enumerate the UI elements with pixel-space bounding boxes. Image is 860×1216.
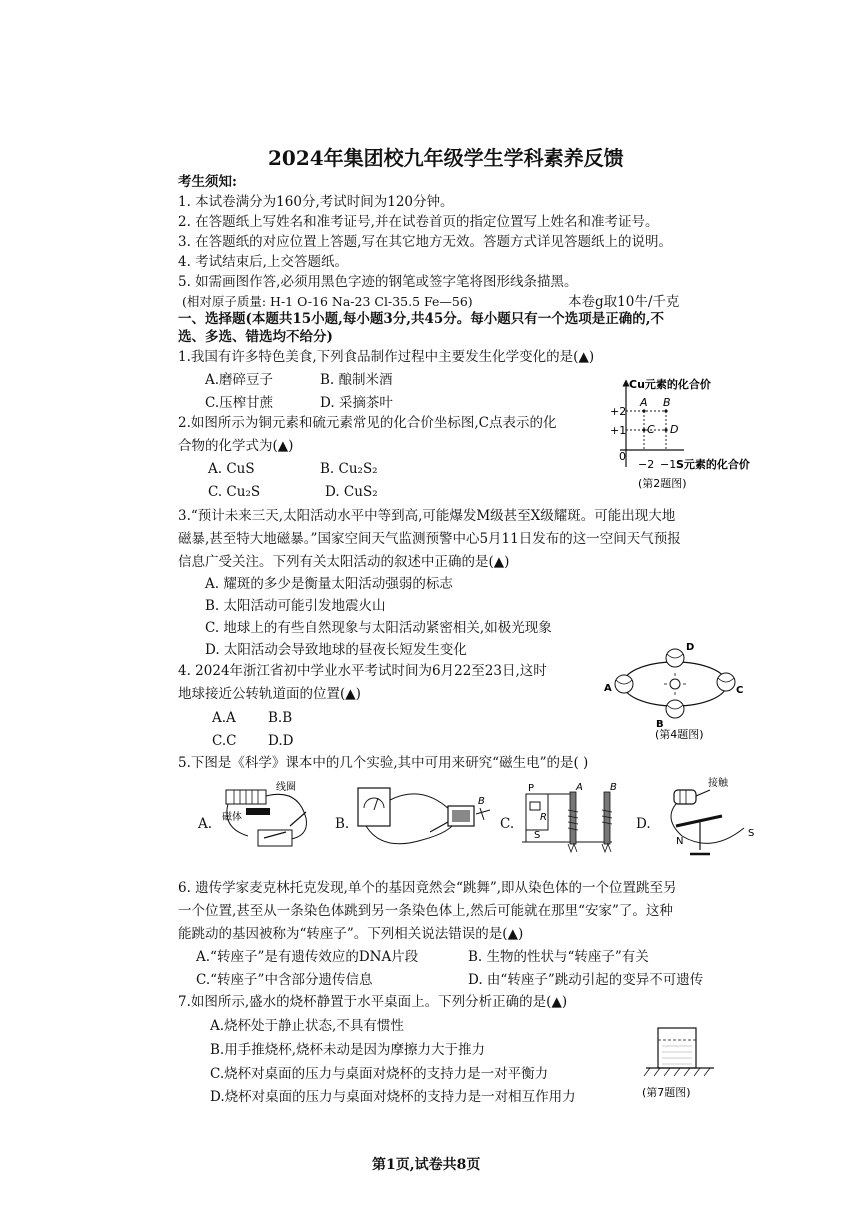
q7-stem: 7.如图所示,盛水的烧杯静置于水平桌面上。下列分析正确的是(▲) xyxy=(178,994,568,1010)
q4-stem-line2: 地球接近公转轨道面的位置(▲) xyxy=(178,686,361,702)
q5-c-label-b: B xyxy=(610,782,617,793)
q7-option-b: B.用手推烧杯,烧杯未动是因为摩擦力大于推力 xyxy=(210,1042,486,1058)
q2-x-tick-minus2: −2 xyxy=(638,458,655,471)
switch-icon xyxy=(258,830,292,846)
q4-label-d: D xyxy=(686,642,695,653)
q5-figure-c xyxy=(516,780,634,858)
q3-option-d: D. 太阳活动会导致地球的昼夜长短发生变化 xyxy=(205,642,467,658)
q5-figure-d xyxy=(652,776,762,868)
g-value: 本卷g取10牛/千克 xyxy=(568,294,680,310)
q2-label-b: B xyxy=(663,396,671,409)
q4-label-a: A xyxy=(604,683,612,694)
electromagnet-b-icon xyxy=(604,792,610,844)
q3-option-a: A. 耀斑的多少是衡量太阳活动强弱的标志 xyxy=(205,576,453,592)
notice-item-1: 1. 本试卷满分为160分,考试时间为120分钟。 xyxy=(178,194,454,210)
q5-a-coil-label: 线圈 xyxy=(276,782,296,793)
sun-icon xyxy=(670,679,680,689)
q2-y-axis-label: Cu元素的化合价 xyxy=(629,378,711,391)
q6-option-b: B. 生物的性状与“转座子”有关 xyxy=(468,949,649,965)
q3-stem-line2: 磁暴,甚至特大地磁暴。”国家空间天气监测预警中心5月11日发布的这一空间天气预报 xyxy=(178,531,681,547)
q2-point-d xyxy=(664,428,667,431)
q3-stem-line1: 3.“预计未来三天,太阳活动水平中等到高,可能爆发M级甚至X级耀斑。可能出现大地 xyxy=(178,508,676,524)
q3-stem-line3: 信息广受关注。下列有关太阳活动的叙述中正确的是(▲) xyxy=(178,554,510,570)
q3-option-c: C. 地球上的有些自然现象与太阳活动紧密相关,如极光现象 xyxy=(205,620,552,636)
q7-option-d: D.烧杯对桌面的压力与桌面对烧杯的支持力是一对相互作用力 xyxy=(210,1089,576,1105)
q5-a-magnet-label: 磁体 xyxy=(222,812,242,823)
q2-x-tick-minus1: −1 xyxy=(660,458,677,471)
q4-label-c: C xyxy=(736,685,744,696)
notice-item-5: 5. 如需画图作答,必须用黑色字迹的钢笔或签字笔将图形线条描黑。 xyxy=(178,274,578,290)
q6-stem-line2: 一个位置,甚至从一条染色体跳到另一条染色体上,然后可能就在那里“安家”了。这种 xyxy=(178,903,673,919)
q5-option-d: D. xyxy=(636,816,651,832)
notice-item-3: 3. 在答题纸的对应位置上答题,写在其它地方无效。答题方式详见答题纸上的说明。 xyxy=(178,234,672,250)
section-heading-line1: 一、选择题(本题共15小题,每小题3分,共45分。每小题只有一个选项是正确的,不 xyxy=(178,311,664,327)
q3-option-b: B. 太阳活动可能引发地震火山 xyxy=(205,598,386,614)
q2-point-b xyxy=(664,409,667,412)
beaker-icon xyxy=(658,1028,696,1068)
q2-stem-line1: 2.如图所示为铜元素和硫元素常见的化合价坐标图,C点表示的化 xyxy=(178,415,557,431)
q2-x-axis-label: S元素的化合价 xyxy=(676,458,750,471)
q7-option-c: C.烧杯对桌面的压力与桌面对烧杯的支持力是一对平衡力 xyxy=(210,1066,549,1082)
page-title: 2024年集团校九年级学生学科素养反馈 xyxy=(268,146,624,170)
q2-option-d: D. CuS₂ xyxy=(325,484,378,500)
q5-d-n-label: N xyxy=(676,836,684,847)
q5-figure-b xyxy=(352,780,500,856)
q2-label-c: C xyxy=(647,423,655,436)
q2-point-a xyxy=(642,409,645,412)
q4-option-b: B.B xyxy=(268,710,293,726)
q1-option-d: D. 采摘茶叶 xyxy=(320,395,393,411)
q5-option-a: A. xyxy=(198,816,213,832)
rotor-coil-icon xyxy=(674,790,696,804)
q5-c-label-s: S xyxy=(534,830,541,841)
section-heading-line2: 选、多选、错选均不给分) xyxy=(178,329,333,345)
q6-stem-line1: 6. 遗传学家麦克林托克发现,单个的基因竟然会“跳舞”,即从染色体的一个位置跳至另 xyxy=(178,880,677,896)
q5-option-c: C. xyxy=(500,816,515,832)
q4-stem-line1: 4. 2024年浙江省初中学业水平考试时间为6月22至23日,这时 xyxy=(178,663,547,679)
q2-label-a: A xyxy=(640,396,648,409)
q6-option-c: C.“转座子”中含部分遗传信息 xyxy=(196,972,373,988)
q2-option-a: A. CuS xyxy=(208,461,255,477)
q2-option-c: C. Cu₂S xyxy=(208,484,261,500)
q4-option-c: C.C xyxy=(212,733,237,749)
q5-c-label-p: P xyxy=(528,783,535,794)
q5-figure-a xyxy=(218,778,330,856)
q2-stem-line2: 合物的化学式为(▲) xyxy=(178,438,294,454)
electromagnet-a-icon xyxy=(570,792,576,844)
q2-point-c xyxy=(642,428,645,431)
q4-figure-caption: (第4题图) xyxy=(655,728,704,741)
q4-option-d: D.D xyxy=(268,733,294,749)
q2-valence-figure xyxy=(600,375,770,493)
q1-option-a: A.磨碎豆子 xyxy=(205,372,274,388)
q7-beaker-figure xyxy=(640,1022,740,1104)
q7-figure-caption: (第7题图) xyxy=(642,1086,691,1099)
q5-c-label-r: R xyxy=(540,812,547,823)
q2-option-b: B. Cu₂S₂ xyxy=(320,461,378,477)
q5-d-s-label: S xyxy=(748,828,755,839)
q2-label-d: D xyxy=(670,423,679,436)
resistor-icon xyxy=(530,802,540,810)
q6-option-a: A.“转座子”是有遗传效应的DNA片段 xyxy=(196,949,419,965)
q1-option-b: B. 酿制米酒 xyxy=(320,372,393,388)
q1-stem: 1.我国有许多特色美食,下列食品制作过程中主要发生化学变化的是(▲) xyxy=(178,349,595,365)
page-footer: 第1页,试卷共8页 xyxy=(372,1157,481,1173)
q2-figure-caption: (第2题图) xyxy=(638,477,687,490)
q2-origin: 0 xyxy=(619,450,626,463)
q5-stem: 5.下图是《科学》课本中的几个实验,其中可用来研究“磁生电”的是( ) xyxy=(178,755,589,771)
q4-option-a: A.A xyxy=(212,710,236,726)
magnet-icon xyxy=(246,808,270,815)
notice-item-2: 2. 在答题纸上写姓名和准考证号,并在试卷首页的指定位置写上姓名和准考证号。 xyxy=(178,214,659,230)
q1-option-c: C.压榨甘蔗 xyxy=(205,395,274,411)
q5-d-contact-label: 接触 xyxy=(708,778,728,789)
q5-b-label: B xyxy=(478,796,485,807)
q2-y-tick-plus2: +2 xyxy=(610,405,627,418)
q6-option-d: D. 由“转座子”跳动引起的变异不可遗传 xyxy=(468,972,704,988)
atomic-mass: (相对原子质量: H-1 O-16 Na-23 Cl-35.5 Fe—56) xyxy=(182,294,473,309)
q6-stem-line3: 能跳动的基因被称为“转座子”。下列相关说法错误的是(▲) xyxy=(178,926,524,942)
q2-y-tick-plus1: +1 xyxy=(610,424,627,437)
q4-label-b: B xyxy=(656,719,664,730)
q4-orbit-figure xyxy=(600,636,750,742)
galvanometer-icon xyxy=(358,788,390,826)
q7-option-a: A.烧杯处于静止状态,不具有惯性 xyxy=(210,1018,404,1034)
q5-option-b: B. xyxy=(335,816,350,832)
q5-c-label-a: A xyxy=(576,782,583,793)
notice-heading: 考生须知: xyxy=(178,174,237,190)
notice-item-4: 4. 考试结束后,上交答题纸。 xyxy=(178,254,348,270)
